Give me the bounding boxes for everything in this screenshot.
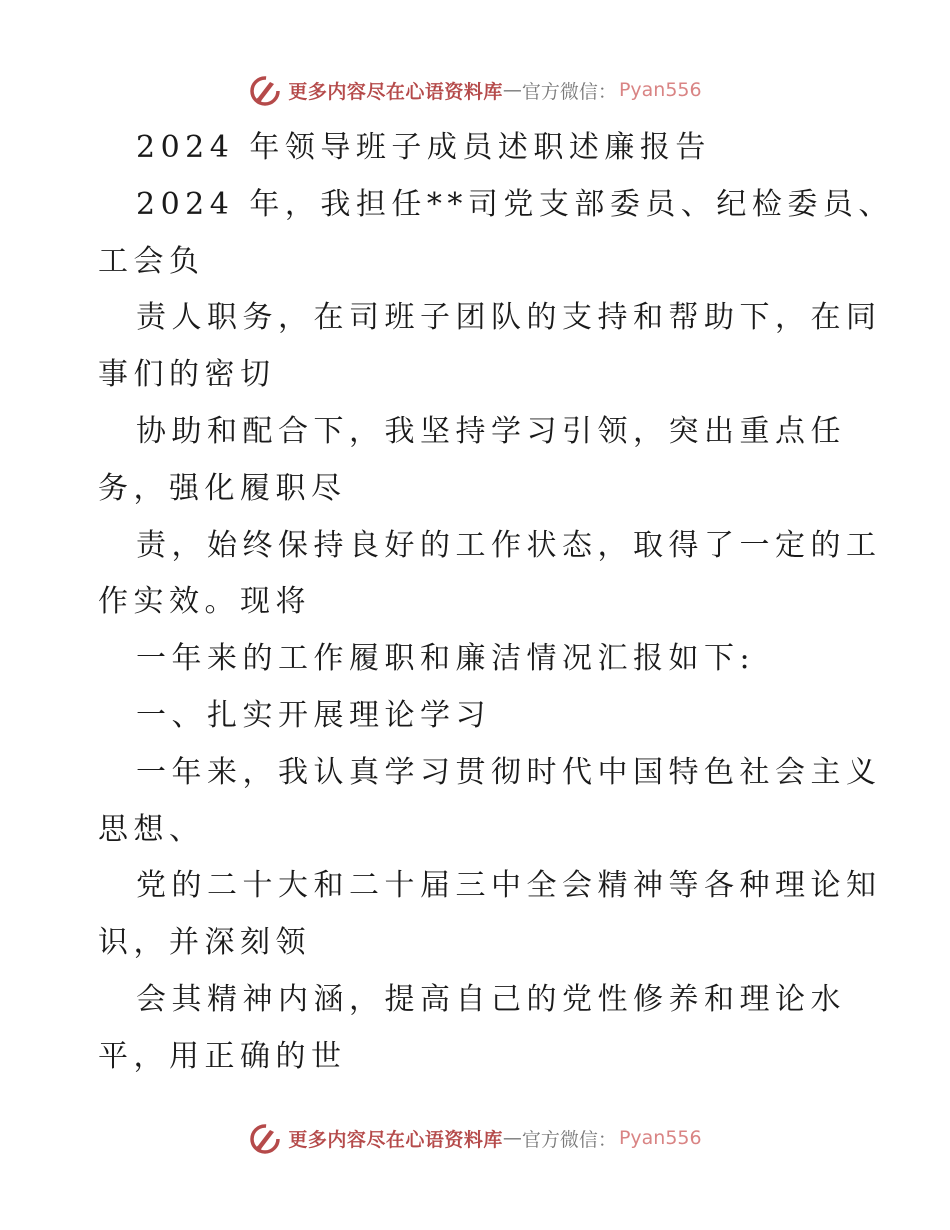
text-line: 2024 年，我担任**司党支部委员、纪检委员、	[136, 186, 894, 222]
watermark-wechat-label: 官方微信：	[521, 80, 617, 103]
text-line: 一年来的工作履职和廉洁情况汇报如下:	[136, 641, 756, 677]
watermark-main-text: 更多内容尽在心语资料库	[288, 80, 503, 103]
text-line: 识，并深刻领	[98, 925, 311, 961]
watermark-wechat-id: Pyan556	[618, 1127, 702, 1149]
header-watermark	[0, 70, 950, 110]
text-line: 责，始终保持良好的工作状态，取得了一定的工	[136, 527, 882, 563]
text-line: 工会负	[98, 243, 205, 279]
document-body	[98, 120, 894, 1086]
text-line: 协助和配合下，我坚持学习引领，突出重点任	[136, 413, 846, 449]
text-line: 作实效。现将	[98, 584, 311, 620]
watermark-wechat-label: 官方微信：	[521, 1128, 617, 1151]
text-line: 会其精神内涵，提高自己的党性修养和理论水	[136, 981, 846, 1017]
brush-ring-logo-icon	[248, 73, 282, 107]
watermark-dash: —	[502, 1127, 522, 1149]
text-line: 一、扎实开展理论学习	[136, 697, 491, 733]
text-line: 事们的密切	[98, 357, 276, 393]
text-line: 责人职务，在司班子团队的支持和帮助下，在同	[136, 300, 882, 336]
text-line: 平，用正确的世	[98, 1038, 347, 1074]
footer-watermark	[0, 1118, 950, 1158]
brush-ring-logo-icon	[248, 1121, 282, 1155]
text-line: 思想、	[98, 811, 205, 847]
watermark-main-text: 更多内容尽在心语资料库	[288, 1128, 503, 1151]
watermark-dash: —	[502, 79, 522, 101]
text-line: 党的二十大和二十届三中全会精神等各种理论知	[136, 868, 882, 904]
text-line: 一年来，我认真学习贯彻时代中国特色社会主义	[136, 754, 882, 790]
text-line: 务，强化履职尽	[98, 470, 347, 506]
watermark-wechat-id: Pyan556	[618, 79, 702, 101]
text-line: 2024 年领导班子成员述职述廉报告	[136, 130, 711, 165]
